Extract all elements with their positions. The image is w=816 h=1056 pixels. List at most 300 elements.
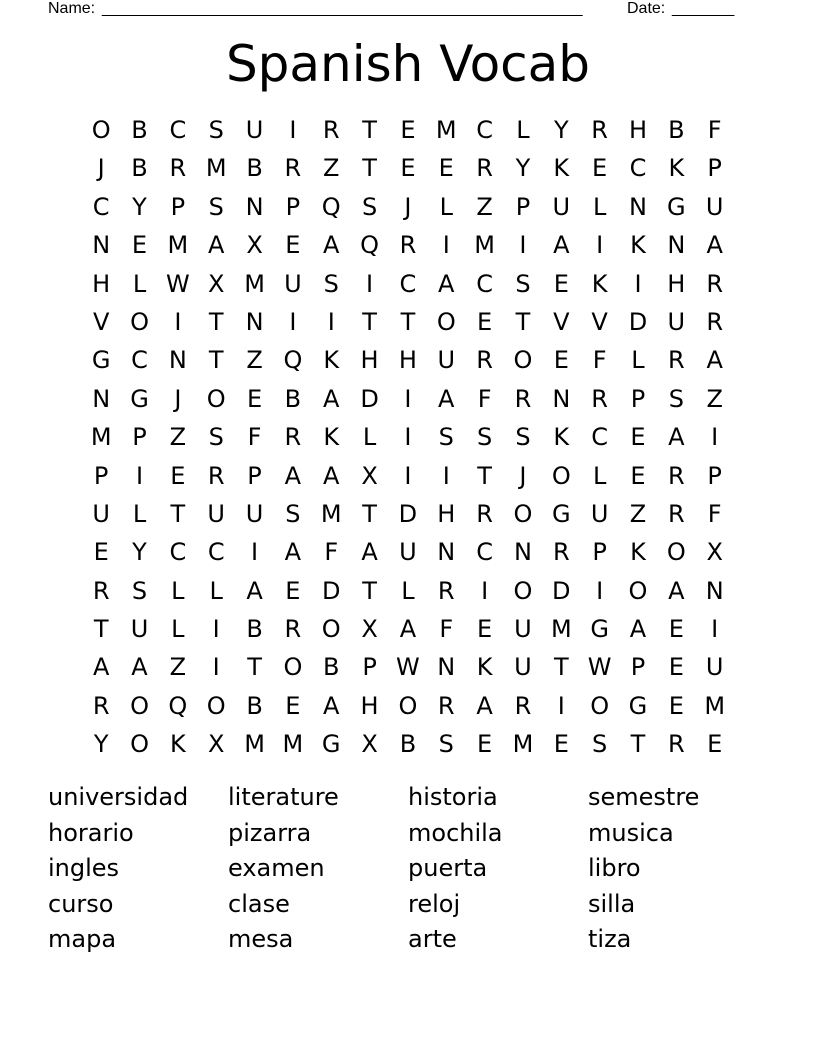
- grid-letter: L: [401, 576, 415, 605]
- grid-letter: K: [553, 423, 570, 452]
- grid-letter: M: [167, 231, 189, 260]
- grid-letter: R: [322, 116, 340, 144]
- grid-letter: C: [476, 269, 493, 298]
- grid-letter: L: [439, 192, 453, 221]
- word-column: [588, 780, 768, 958]
- grid-letter: P: [630, 384, 646, 413]
- grid-letter: M: [205, 154, 227, 183]
- grid-letter: A: [323, 384, 340, 413]
- name-blank: ______________________________________________________: [102, 0, 583, 17]
- grid-letter: U: [552, 192, 571, 221]
- grid-letter: T: [515, 307, 531, 336]
- grid-letter: Z: [169, 423, 187, 452]
- grid-letter: N: [92, 384, 111, 413]
- word-item: tiza: [588, 925, 632, 953]
- grid-row: [82, 345, 734, 383]
- grid-letter: E: [630, 423, 646, 452]
- grid-letter: N: [92, 231, 111, 260]
- grid-letter: E: [400, 116, 416, 144]
- grid-letter: K: [630, 538, 646, 567]
- grid-letter: G: [590, 615, 609, 644]
- grid-letter: T: [170, 499, 186, 528]
- grid-letter: I: [174, 307, 182, 336]
- grid-letter: N: [667, 231, 686, 260]
- grid-letter: C: [399, 269, 417, 298]
- grid-letter: R: [284, 423, 302, 452]
- grid-letter: O: [436, 307, 456, 336]
- grid-letter: Q: [360, 231, 380, 260]
- grid-letter: R: [437, 691, 455, 720]
- grid-row: [82, 576, 734, 614]
- grid-letter: R: [284, 154, 302, 183]
- grid-letter: A: [668, 576, 685, 605]
- grid-letter: T: [477, 461, 492, 490]
- grid-letter: O: [130, 730, 149, 759]
- grid-letter: C: [169, 538, 187, 567]
- grid-letter: E: [668, 653, 684, 682]
- grid-letter: T: [362, 576, 377, 605]
- grid-letter: E: [477, 615, 493, 644]
- grid-row: [82, 115, 734, 153]
- grid-letter: T: [93, 615, 109, 644]
- grid-letter: J: [519, 461, 527, 490]
- word-column: [228, 780, 408, 958]
- grid-letter: H: [628, 116, 647, 144]
- grid-letter: Q: [168, 691, 188, 720]
- grid-row: [82, 307, 734, 345]
- word-column: [408, 780, 588, 958]
- header-line: [48, 0, 748, 18]
- grid-letter: A: [323, 461, 340, 490]
- grid-letter: R: [92, 691, 110, 720]
- grid-letter: X: [706, 538, 723, 567]
- word-item: mochila: [408, 818, 503, 847]
- grid-letter: V: [553, 307, 570, 336]
- grid-letter: S: [515, 423, 531, 452]
- grid-letter: I: [212, 615, 220, 644]
- name-label: Name:: [48, 0, 96, 17]
- grid-letter: T: [362, 307, 377, 336]
- grid-letter: I: [442, 231, 450, 260]
- grid-letter: X: [361, 461, 378, 490]
- grid-row: [82, 614, 734, 652]
- grid-letter: I: [212, 653, 220, 682]
- grid-letter: E: [400, 154, 416, 183]
- grid-letter: S: [438, 423, 454, 452]
- grid-letter: W: [396, 653, 420, 682]
- grid-letter: N: [513, 538, 532, 567]
- grid-letter: A: [92, 653, 110, 682]
- grid-letter: R: [437, 576, 455, 605]
- grid-letter: T: [362, 499, 377, 528]
- word-item: semestre: [588, 783, 700, 811]
- grid-letter: K: [169, 730, 186, 759]
- grid-letter: M: [704, 691, 726, 720]
- grid-letter: F: [707, 499, 722, 528]
- grid-letter: T: [553, 653, 569, 682]
- word-item: musica: [588, 818, 674, 847]
- grid-letter: R: [591, 116, 608, 144]
- grid-letter: T: [362, 154, 377, 183]
- grid-letter: O: [398, 691, 418, 720]
- grid-letter: C: [169, 116, 187, 144]
- grid-letter: I: [366, 269, 374, 298]
- grid-letter: O: [321, 615, 341, 644]
- grid-letter: P: [247, 461, 262, 490]
- grid-letter: G: [667, 192, 686, 221]
- word-item: historia: [408, 783, 498, 811]
- grid-letter: K: [323, 423, 340, 452]
- grid-letter: E: [592, 154, 608, 183]
- grid-letter: I: [404, 423, 412, 452]
- grid-letter: M: [550, 615, 572, 644]
- grid-letter: J: [404, 192, 412, 221]
- grid-letter: H: [437, 499, 456, 528]
- grid-letter: R: [476, 154, 493, 183]
- grid-letter: M: [512, 730, 534, 759]
- grid-letter: N: [168, 346, 187, 375]
- grid-letter: L: [631, 346, 645, 375]
- grid-letter: R: [706, 307, 724, 336]
- grid-letter: Z: [246, 346, 263, 375]
- grid-letter: L: [516, 116, 530, 144]
- grid-letter: F: [439, 615, 454, 644]
- word-item: reloj: [408, 889, 461, 918]
- grid-letter: U: [399, 538, 417, 567]
- grid-letter: H: [92, 269, 111, 298]
- grid-letter: I: [135, 461, 144, 490]
- grid-row: [82, 192, 734, 230]
- grid-letter: R: [667, 499, 685, 528]
- grid-letter: Y: [132, 192, 147, 221]
- grid-letter: D: [552, 576, 571, 605]
- grid-letter: Z: [169, 653, 187, 682]
- grid-letter: R: [667, 461, 685, 490]
- grid-letter: F: [707, 116, 722, 144]
- grid-letter: I: [596, 231, 604, 260]
- grid-letter: R: [706, 269, 724, 298]
- word-list: [48, 780, 768, 958]
- grid-letter: R: [476, 346, 493, 375]
- grid-letter: U: [514, 615, 532, 644]
- word-item: puerta: [408, 854, 488, 882]
- grid-row: [82, 461, 734, 499]
- grid-letter: P: [132, 423, 147, 452]
- grid-letter: A: [476, 691, 493, 720]
- word-item: horario: [48, 818, 134, 847]
- grid-letter: T: [208, 307, 224, 336]
- grid-letter: A: [361, 538, 378, 567]
- grid-letter: C: [92, 192, 110, 221]
- grid-letter: O: [628, 576, 648, 605]
- word-column: [48, 780, 228, 958]
- grid-letter: S: [208, 192, 224, 221]
- grid-letter: A: [323, 691, 340, 720]
- grid-letter: P: [362, 653, 377, 682]
- grid-letter: Z: [476, 192, 493, 221]
- grid-row: [82, 269, 734, 307]
- grid-letter: R: [667, 346, 685, 375]
- grid-letter: L: [132, 499, 147, 528]
- grid-letter: Z: [323, 154, 340, 183]
- word-item: examen: [228, 854, 325, 882]
- grid-letter: O: [513, 499, 533, 528]
- grid-letter: R: [207, 461, 225, 490]
- grid-letter: Y: [93, 730, 109, 759]
- grid-letter: C: [476, 538, 493, 567]
- grid-letter: W: [587, 653, 612, 682]
- grid-letter: X: [207, 269, 225, 298]
- grid-letter: N: [245, 307, 264, 336]
- grid-letter: T: [362, 116, 377, 144]
- grid-letter: S: [131, 576, 148, 605]
- grid-letter: S: [361, 192, 378, 221]
- grid-letter: U: [590, 499, 609, 528]
- grid-letter: T: [400, 307, 416, 336]
- grid-letter: F: [324, 538, 339, 567]
- grid-letter: U: [514, 653, 532, 682]
- grid-letter: E: [477, 307, 493, 336]
- grid-letter: P: [285, 192, 301, 221]
- grid-letter: A: [323, 231, 340, 260]
- grid-letter: O: [130, 691, 149, 720]
- grid-letter: X: [207, 730, 225, 759]
- grid-letter: M: [282, 730, 304, 759]
- grid-letter: O: [551, 461, 571, 490]
- grid-letter: E: [553, 346, 569, 375]
- grid-letter: C: [207, 538, 225, 567]
- grid-letter: M: [90, 423, 112, 452]
- grid-letter: N: [705, 576, 724, 605]
- grid-letter: E: [668, 691, 684, 720]
- grid-letter: A: [438, 269, 455, 298]
- grid-letter: I: [711, 615, 719, 644]
- grid-letter: S: [668, 384, 684, 413]
- grid-letter: P: [707, 461, 722, 490]
- grid-letter: K: [323, 346, 340, 375]
- word-item: pizarra: [228, 818, 312, 847]
- grid-letter: X: [361, 615, 378, 644]
- grid-letter: M: [244, 730, 265, 759]
- grid-letter: E: [170, 461, 186, 490]
- word-item: ingles: [48, 854, 120, 882]
- grid-letter: M: [435, 116, 457, 144]
- grid-letter: I: [442, 461, 450, 490]
- grid-letter: I: [596, 576, 604, 605]
- grid-letter: T: [208, 346, 224, 375]
- grid-letter: F: [592, 346, 607, 375]
- grid-letter: L: [171, 576, 185, 605]
- grid-letter: E: [630, 461, 646, 490]
- grid-letter: R: [514, 691, 532, 720]
- grid-letter: U: [207, 499, 225, 528]
- grid-letter: P: [515, 192, 531, 221]
- grid-letter: I: [711, 423, 719, 452]
- grid-letter: H: [398, 346, 417, 375]
- grid-letter: I: [481, 576, 489, 605]
- grid-letter: E: [285, 576, 301, 605]
- grid-letter: P: [707, 154, 722, 183]
- grid-letter: J: [97, 154, 105, 183]
- grid-letter: O: [666, 538, 686, 567]
- grid-letter: I: [404, 461, 412, 490]
- grid-letter: I: [404, 384, 412, 413]
- word-item: universidad: [48, 783, 189, 811]
- grid-letter: I: [289, 307, 297, 336]
- grid-letter: I: [634, 269, 642, 298]
- grid-letter: E: [707, 730, 723, 759]
- grid-letter: L: [362, 423, 377, 452]
- grid-letter: H: [360, 691, 379, 720]
- word-item: libro: [588, 854, 641, 882]
- grid-letter: I: [327, 307, 335, 336]
- grid-letter: A: [706, 231, 723, 260]
- grid-letter: O: [130, 307, 149, 336]
- grid-letter: E: [553, 269, 569, 298]
- grid-letter: N: [552, 384, 571, 413]
- grid-letter: C: [476, 116, 493, 144]
- grid-letter: N: [245, 192, 264, 221]
- grid-row: [82, 422, 734, 460]
- grid-letter: S: [323, 269, 339, 298]
- grid-row: [82, 652, 734, 690]
- grid-letter: O: [590, 691, 610, 720]
- grid-letter: O: [206, 691, 226, 720]
- grid-letter: R: [399, 231, 417, 260]
- grid-letter: A: [553, 231, 570, 260]
- grid-letter: R: [552, 538, 570, 567]
- grid-letter: A: [246, 576, 263, 605]
- grid-letter: Y: [132, 538, 147, 567]
- grid-letter: I: [251, 538, 259, 567]
- grid-letter: L: [592, 192, 607, 221]
- grid-letter: U: [245, 116, 264, 144]
- grid-letter: X: [361, 730, 378, 759]
- grid-letter: U: [130, 615, 149, 644]
- grid-letter: Z: [629, 499, 647, 528]
- grid-letter: P: [170, 192, 186, 221]
- grid-letter: T: [630, 730, 646, 759]
- grid-letter: X: [246, 231, 263, 260]
- grid-letter: R: [667, 730, 685, 759]
- grid-letter: E: [553, 730, 569, 759]
- grid-letter: L: [132, 269, 147, 298]
- grid-letter: L: [209, 576, 223, 605]
- word-item: curso: [48, 889, 114, 918]
- grid-letter: K: [591, 269, 608, 298]
- grid-letter: B: [668, 116, 685, 144]
- grid-letter: R: [284, 615, 302, 644]
- grid-letter: Y: [553, 116, 569, 144]
- grid-letter: U: [667, 307, 686, 336]
- grid-letter: B: [246, 691, 263, 720]
- grid-letter: O: [513, 576, 533, 605]
- grid-letter: L: [592, 461, 607, 490]
- grid-letter: Q: [283, 346, 303, 375]
- page-title: Spanish Vocab: [225, 35, 591, 93]
- grid-letter: D: [628, 307, 648, 336]
- grid-letter: I: [557, 691, 565, 720]
- grid-letter: U: [705, 653, 724, 682]
- grid-letter: M: [244, 269, 265, 298]
- grid-letter: A: [131, 653, 148, 682]
- grid-letter: Q: [321, 192, 341, 221]
- grid-letter: H: [360, 346, 379, 375]
- grid-letter: O: [91, 116, 111, 144]
- grid-letter: A: [284, 538, 302, 567]
- grid-row: [82, 384, 734, 422]
- grid-letter: N: [437, 653, 456, 682]
- grid-letter: M: [320, 499, 342, 528]
- grid-letter: Z: [706, 384, 723, 413]
- grid-letter: E: [285, 231, 301, 260]
- grid-letter: R: [92, 576, 110, 605]
- word-item: arte: [408, 925, 457, 953]
- grid-letter: P: [592, 538, 607, 567]
- grid-letter: A: [438, 384, 455, 413]
- grid-letter: D: [321, 576, 341, 605]
- grid-letter: K: [668, 154, 685, 183]
- grid-letter: U: [245, 499, 264, 528]
- grid-letter: E: [668, 615, 684, 644]
- grid-letter: S: [515, 269, 531, 298]
- grid-letter: U: [92, 499, 110, 528]
- grid-row: [82, 537, 734, 575]
- grid-letter: S: [208, 116, 224, 144]
- grid-letter: C: [629, 154, 647, 183]
- grid-letter: A: [706, 346, 723, 375]
- grid-letter: K: [630, 231, 646, 260]
- grid-letter: P: [630, 653, 646, 682]
- grid-letter: A: [207, 231, 225, 260]
- grid-letter: U: [437, 346, 456, 375]
- grid-letter: J: [174, 384, 182, 413]
- word-item: silla: [588, 889, 636, 918]
- grid-letter: S: [285, 499, 301, 528]
- grid-letter: F: [247, 423, 262, 452]
- grid-letter: B: [131, 154, 148, 183]
- grid-letter: N: [629, 192, 647, 221]
- grid-letter: U: [284, 269, 302, 298]
- grid-letter: G: [628, 691, 648, 720]
- grid-letter: E: [285, 691, 301, 720]
- grid-letter: C: [591, 423, 609, 452]
- grid-row: [82, 153, 734, 191]
- grid-letter: E: [93, 538, 109, 567]
- grid-letter: G: [91, 346, 111, 375]
- grid-letter: O: [283, 653, 303, 682]
- grid-letter: B: [284, 384, 302, 413]
- grid-letter: S: [476, 423, 493, 452]
- word-item: mesa: [228, 925, 294, 953]
- grid-letter: I: [519, 231, 527, 260]
- grid-letter: S: [438, 730, 454, 759]
- grid-letter: E: [131, 231, 148, 260]
- grid-letter: K: [553, 154, 570, 183]
- date-blank: _______: [672, 0, 735, 17]
- grid-letter: E: [438, 154, 454, 183]
- grid-letter: V: [92, 307, 110, 336]
- grid-letter: O: [513, 346, 533, 375]
- grid-letter: A: [668, 423, 685, 452]
- grid-letter: W: [165, 269, 190, 298]
- grid-row: [82, 691, 734, 729]
- grid-letter: R: [514, 384, 532, 413]
- grid-letter: B: [131, 116, 148, 144]
- grid-letter: L: [171, 615, 185, 644]
- word-item: mapa: [48, 925, 117, 953]
- grid-letter: T: [247, 653, 262, 682]
